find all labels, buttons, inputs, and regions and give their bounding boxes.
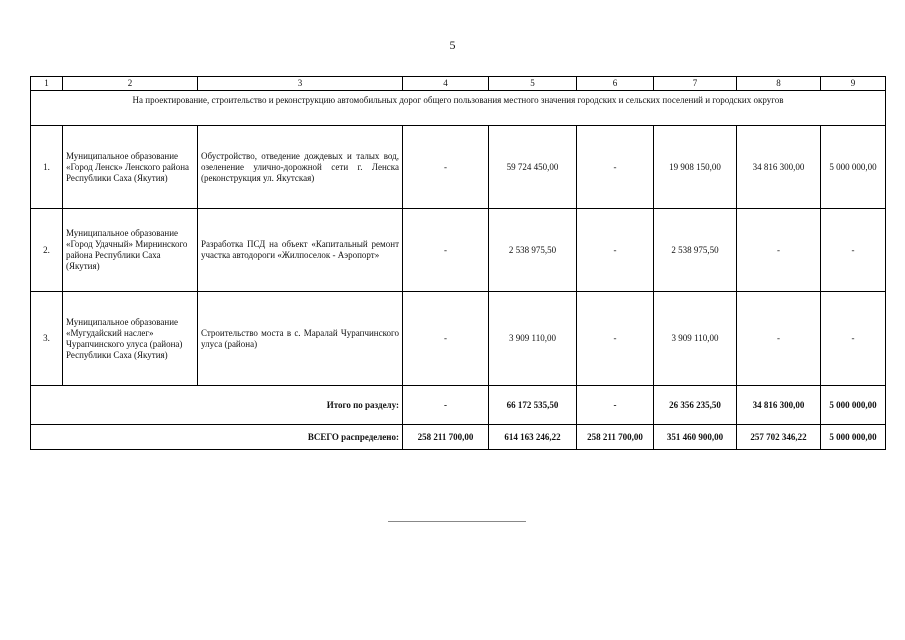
total-row bbox=[31, 425, 886, 450]
column-number: 8 bbox=[737, 77, 821, 91]
value-cell: - bbox=[821, 209, 886, 292]
column-number: 9 bbox=[821, 77, 886, 91]
section-title: На проектирование, строительство и реконструкцию автомобильных дорог общего пользования местного значения городских и сельских поселений и городских округов bbox=[31, 91, 886, 126]
column-number-row bbox=[31, 77, 886, 91]
value-cell: 59 724 450,00 bbox=[489, 126, 577, 209]
value-cell: - bbox=[737, 292, 821, 386]
column-number: 1 bbox=[31, 77, 63, 91]
subtotal-value: 34 816 300,00 bbox=[737, 386, 821, 425]
object-cell: Строительство моста в с. Маралай Чурапчинского улуса (района) bbox=[198, 292, 403, 386]
subtotal-value: - bbox=[403, 386, 489, 425]
subtotal-value: 5 000 000,00 bbox=[821, 386, 886, 425]
value-cell: 34 816 300,00 bbox=[737, 126, 821, 209]
row-number: 2. bbox=[31, 209, 63, 292]
value-cell: - bbox=[403, 292, 489, 386]
value-cell: 2 538 975,50 bbox=[654, 209, 737, 292]
value-cell: 19 908 150,00 bbox=[654, 126, 737, 209]
object-cell: Обустройство, отведение дождевых и талых вод, озеленение улично-дорожной сети г. Ленска (реконструкция ул. Якутская) bbox=[198, 126, 403, 209]
column-number: 7 bbox=[654, 77, 737, 91]
column-number: 3 bbox=[198, 77, 403, 91]
subtotal-value: 26 356 235,50 bbox=[654, 386, 737, 425]
total-label: ВСЕГО распределено: bbox=[31, 425, 403, 450]
total-value: 351 460 900,00 bbox=[654, 425, 737, 450]
subtotal-value: - bbox=[577, 386, 654, 425]
value-cell: - bbox=[403, 209, 489, 292]
value-cell: - bbox=[577, 126, 654, 209]
row-number: 3. bbox=[31, 292, 63, 386]
total-value: 614 163 246,22 bbox=[489, 425, 577, 450]
value-cell: 3 909 110,00 bbox=[654, 292, 737, 386]
total-value: 5 000 000,00 bbox=[821, 425, 886, 450]
value-cell: - bbox=[737, 209, 821, 292]
column-number: 2 bbox=[63, 77, 198, 91]
municipality-cell: Муниципальное образование «Мугудайский наслег» Чурапчинского улуса (района) Республики Саха (Якутия) bbox=[63, 292, 198, 386]
municipality-cell: Муниципальное образование «Город Удачный» Мирнинского района Республики Саха (Якутия) bbox=[63, 209, 198, 292]
municipality-cell: Муниципальное образование «Город Ленск» Ленского района Республики Саха (Якутия) bbox=[63, 126, 198, 209]
subtotal-value: 66 172 535,50 bbox=[489, 386, 577, 425]
value-cell: 2 538 975,50 bbox=[489, 209, 577, 292]
table-row bbox=[31, 209, 886, 292]
column-number: 6 bbox=[577, 77, 654, 91]
allocation-table bbox=[30, 76, 886, 450]
total-value: 258 211 700,00 bbox=[403, 425, 489, 450]
table-row bbox=[31, 292, 886, 386]
section-row bbox=[31, 91, 886, 126]
page-number: 5 bbox=[449, 38, 456, 52]
total-value: 257 702 346,22 bbox=[737, 425, 821, 450]
value-cell: 3 909 110,00 bbox=[489, 292, 577, 386]
column-number: 4 bbox=[403, 77, 489, 91]
subtotal-label: Итого по разделу: bbox=[31, 386, 403, 425]
value-cell: - bbox=[577, 209, 654, 292]
row-number: 1. bbox=[31, 126, 63, 209]
subtotal-row bbox=[31, 386, 886, 425]
value-cell: - bbox=[403, 126, 489, 209]
object-cell: Разработка ПСД на объект «Капитальный ремонт участка автодороги «Жилпоселок - Аэропорт» bbox=[198, 209, 403, 292]
column-number: 5 bbox=[489, 77, 577, 91]
total-value: 258 211 700,00 bbox=[577, 425, 654, 450]
value-cell: - bbox=[577, 292, 654, 386]
value-cell: 5 000 000,00 bbox=[821, 126, 886, 209]
footer-separator-line bbox=[388, 521, 526, 522]
table-row bbox=[31, 126, 886, 209]
value-cell: - bbox=[821, 292, 886, 386]
